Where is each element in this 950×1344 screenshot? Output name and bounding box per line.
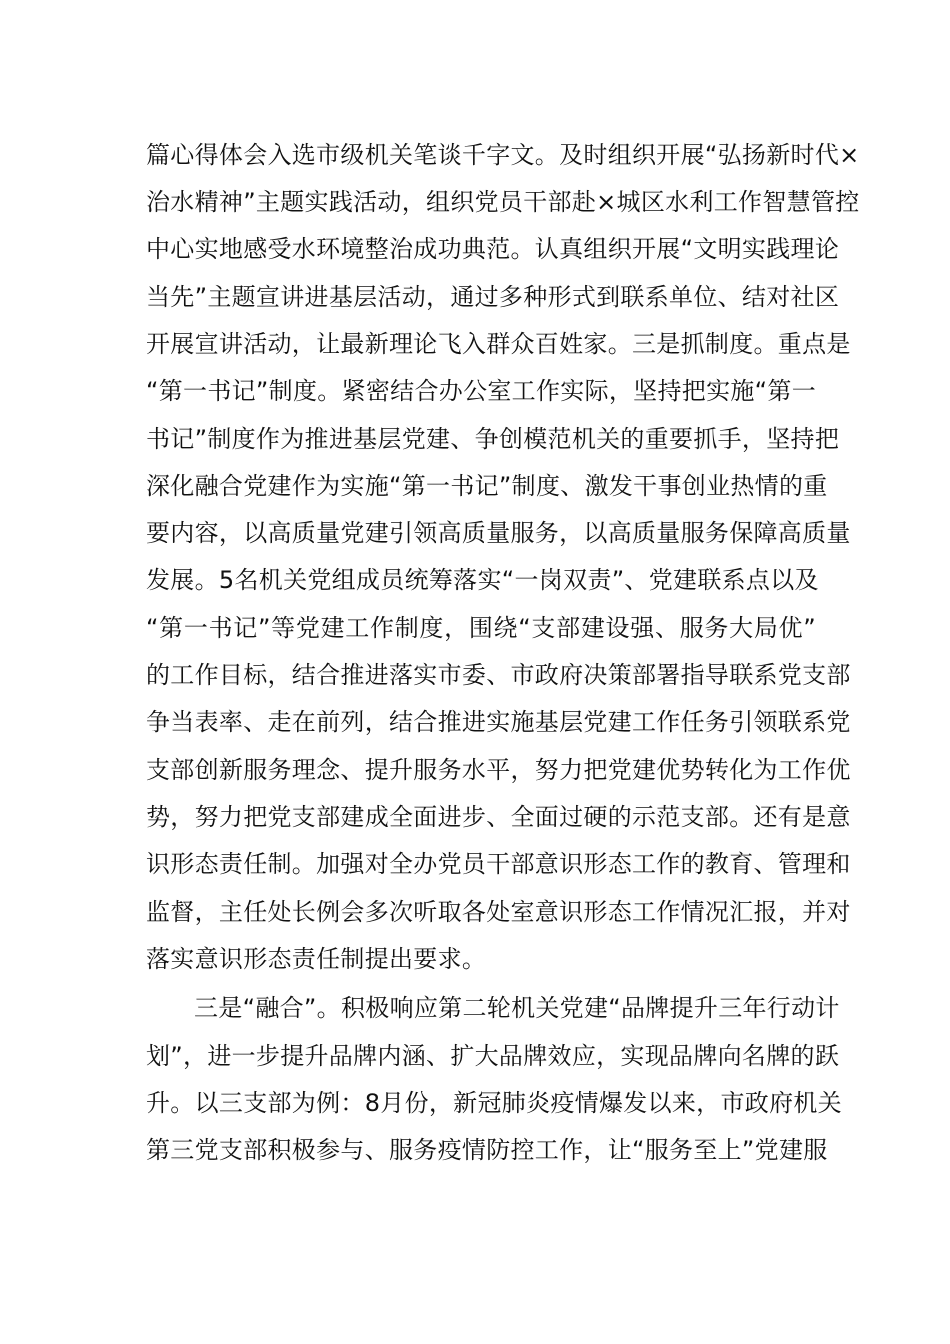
text-line: 升。以三支部为例：8月份，新冠肺炎疫情爆发以来，市政府机关 [146,1089,842,1117]
text-line: 监督，主任处长例会多次听取各处室意识形态工作情况汇报，并对 [146,898,851,926]
text-line: 势，努力把党支部建成全面进步、全面过硬的示范支部。还有是意 [146,803,851,831]
text-line: 治水精神”主题实践活动，组织党员干部赴×城区水利工作智慧管控 [146,188,860,216]
text-line: 支部创新服务理念、提升服务水平，努力把党建优势转化为工作优 [146,756,851,784]
text-line: 当先”主题宣讲进基层活动，通过多种形式到联系单位、结对社区 [146,283,840,311]
text-line: 中心实地感受水环境整治成功典范。认真组织开展“文明实践理论 [146,235,840,263]
text-line: 深化融合党建作为实施“第一书记”制度、激发干事创业热情的重 [146,472,828,500]
text-line: 的工作目标，结合推进落实市委、市政府决策部署指导联系党支部 [146,661,851,689]
text-line: 三是“融合”。积极响应第二轮机关党建“品牌提升三年行动计 [194,994,840,1022]
text-line: 要内容，以高质量党建引领高质量服务，以高质量服务保障高质量 [146,519,851,547]
text-line: 书记”制度作为推进基层党建、争创模范机关的重要抓手，坚持把 [146,425,840,453]
text-line: 识形态责任制。加强对全办党员干部意识形态工作的教育、管理和 [146,850,851,878]
text-line: “第一书记”制度。紧密结合办公室工作实际，坚持把实施“第一 [146,377,816,405]
text-line: 第三党支部积极参与、服务疫情防控工作，让“服务至上”党建服 [146,1136,828,1164]
text-line: 划”，进一步提升品牌内涵、扩大品牌效应，实现品牌向名牌的跃 [146,1042,840,1070]
text-line: 开展宣讲活动，让最新理论飞入群众百姓家。三是抓制度。重点是 [146,330,851,358]
text-line: 发展。5名机关党组成员统筹落实“一岗双责”、党建联系点以及 [146,566,819,594]
text-line: 落实意识形态责任制提出要求。 [146,945,487,973]
text-line: 争当表率、走在前列，结合推进实施基层党建工作任务引领联系党 [146,708,851,736]
text-line: 篇心得体会入选市级机关笔谈千字文。及时组织开展“弘扬新时代× [146,141,860,169]
text-line: “第一书记”等党建工作制度，围绕“支部建设强、服务大局优” [146,614,816,642]
